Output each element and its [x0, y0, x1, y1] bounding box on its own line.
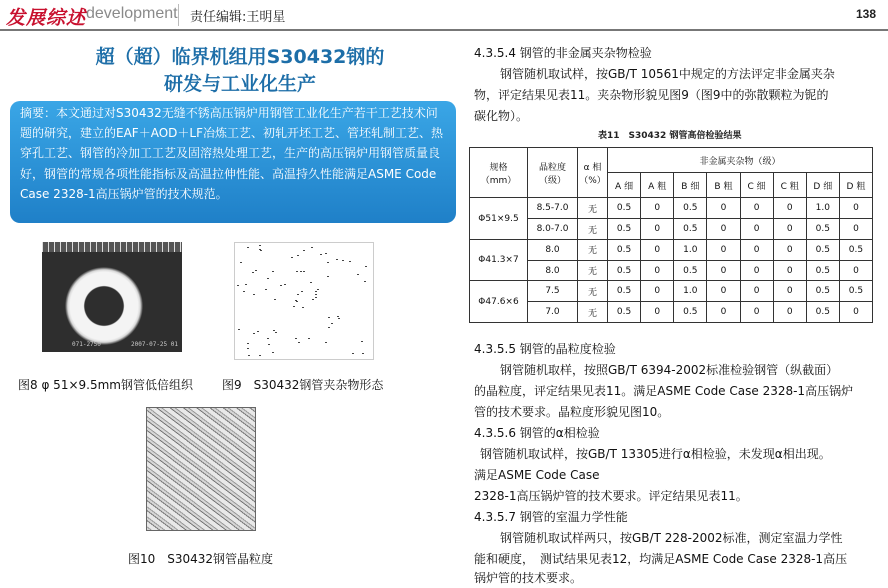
pipe-cross-section: [64, 266, 144, 346]
inclusion-particle: [303, 271, 305, 272]
inclusion-cell: 0.5: [806, 260, 839, 281]
section-4354-line1: 钢管随机取试样，按GB/T 10561中规定的方法评定非金属夹杂: [500, 67, 835, 81]
inclusion-cell: 0.5: [608, 219, 641, 240]
figure-9-caption: 图9 S30432钢管夹杂物形态: [222, 378, 384, 392]
inclusion-particle: [245, 284, 247, 285]
inclusion-particle: [338, 318, 340, 319]
inclusion-particle: [298, 342, 300, 343]
inclusion-particle: [311, 247, 313, 248]
inclusion-cell: 0: [839, 302, 872, 323]
table-row: [470, 281, 873, 302]
inclusion-cell: 0: [641, 239, 674, 260]
inclusion-particle: [253, 333, 255, 334]
inclusion-particle: [315, 294, 317, 295]
header-rule: [0, 29, 888, 31]
section-4357-heading: 4.3.5.7 钢管的室温力学性能: [474, 510, 628, 524]
subheader-cell: C 细: [740, 173, 773, 198]
section-4355-line1: 钢管随机取样，按照GB/T 6394-2002标准检验钢管（纵截面）: [500, 363, 839, 377]
inclusion-particle: [240, 262, 242, 263]
photo-label-left: 071-2750: [72, 341, 101, 348]
inclusion-particle: [325, 342, 327, 343]
section-4354-line2: 物，评定结果见表11。夹杂物形貌见图9（图9中的弥散颗粒为铌的: [474, 88, 829, 102]
header-alpha: α 相 （%）: [578, 148, 608, 198]
inclusion-cell: 0.5: [839, 281, 872, 302]
subheader-cell: D 粗: [839, 173, 872, 198]
inclusion-particle: [328, 327, 330, 328]
inclusion-particle: [357, 274, 359, 275]
inclusion-particle: [259, 245, 261, 246]
subheader-cell: A 细: [608, 173, 641, 198]
figure-8-caption: 图8 φ 51×9.5mm钢管低倍组织: [18, 378, 193, 392]
section-4357-line2: 能和硬度， 测试结果见表12，均满足ASME Code Case 2328-1高压: [474, 552, 848, 566]
section-4356-line3: 2328-1高压锅炉管的技术要求。评定结果见表11。: [474, 489, 748, 503]
inclusion-cell: 0: [641, 198, 674, 219]
abstract-box: 摘要：本文通过对S30432无缝不锈高压锅炉用钢管工业化生产若干工艺技术问题的研究，建立的EAF＋AOD＋LF冶炼工艺、初轧开坯工艺、管坯轧制工艺、热穿孔工艺、钢管的冷加工工艺及固溶热处理工艺，生产的高压锅炉用钢管质量良好，钢管的常规各项性能指标及高温拉伸性能、高温持久性能满足ASME Code Case 2328-1高压锅炉管的技术规范。: [10, 101, 456, 223]
inclusion-particle: [297, 294, 299, 295]
section-4355-line2: 的晶粒度，评定结果见表11。满足ASME Code Case 2328-1高压锅炉: [474, 384, 854, 398]
inclusion-cell: 0.5: [674, 302, 707, 323]
table-row: [470, 260, 873, 281]
header-grain: 晶粒度 （级）: [528, 148, 578, 198]
alpha-cell: 无: [578, 260, 608, 281]
inclusion-particle: [257, 331, 259, 332]
inclusion-particle: [237, 285, 239, 286]
inclusion-particle: [308, 338, 310, 339]
inclusion-cell: 0.5: [839, 239, 872, 260]
inclusion-particle: [247, 343, 249, 344]
title-line-2: 研发与工业化生产: [163, 73, 316, 95]
inclusion-cell: 0: [707, 281, 740, 302]
inclusion-particle: [325, 253, 327, 254]
subheader-cell: C 粗: [773, 173, 806, 198]
table-row: [470, 219, 873, 240]
inclusion-particle: [336, 259, 338, 260]
inclusion-particle: [337, 316, 339, 317]
inclusion-particle: [317, 289, 319, 290]
inclusion-cell: 0: [773, 198, 806, 219]
section-brand: 发展综述: [6, 7, 87, 29]
inclusion-cell: 0: [641, 219, 674, 240]
inclusion-particle: [273, 330, 275, 331]
inclusion-particle: [300, 271, 302, 272]
inclusion-cell: 0.5: [674, 260, 707, 281]
inclusion-particle: [260, 250, 262, 251]
inclusion-cell: 0: [773, 239, 806, 260]
inclusion-cell: 0: [740, 260, 773, 281]
grain-cell: 7.0: [528, 302, 578, 323]
inclusion-particle: [267, 278, 269, 279]
inclusion-particle: [365, 266, 367, 267]
page-number: 138: [855, 7, 876, 21]
alpha-cell: 无: [578, 302, 608, 323]
inclusion-particle: [238, 329, 240, 330]
inclusion-cell: 0: [773, 302, 806, 323]
spec-cell: Φ47.6×6: [470, 281, 528, 323]
spec-cell: Φ41.3×7: [470, 239, 528, 281]
inclusion-particle: [349, 261, 351, 262]
section-4356-heading: 4.3.5.6 钢管的α相检验: [474, 426, 600, 440]
inclusion-cell: 0.5: [806, 281, 839, 302]
figure-9-micrograph: [234, 242, 374, 360]
section-4354-heading: 4.3.5.4 钢管的非金属夹杂物检验: [474, 46, 652, 60]
inclusion-cell: 0: [839, 198, 872, 219]
inclusion-cell: 0: [773, 281, 806, 302]
grain-cell: 8.0: [528, 239, 578, 260]
inclusion-cell: 1.0: [674, 239, 707, 260]
inclusion-cell: 0: [707, 219, 740, 240]
inclusion-cell: 0: [740, 239, 773, 260]
inclusion-cell: 1.0: [674, 281, 707, 302]
inclusion-particle: [272, 271, 274, 272]
inclusion-particle: [315, 291, 317, 292]
inclusion-cell: 0: [707, 302, 740, 323]
inclusion-particle: [252, 272, 254, 273]
inclusion-particle: [280, 285, 282, 286]
inclusion-particle: [247, 247, 249, 248]
inclusion-particle: [320, 254, 322, 255]
grain-cell: 7.5: [528, 281, 578, 302]
section-4355-line3: 管的技术要求。晶粒度形貌见图10。: [474, 405, 670, 419]
inclusion-particle: [327, 262, 329, 263]
inclusion-cell: 0: [707, 239, 740, 260]
inclusion-particle: [291, 257, 293, 258]
title-line-1: 超（超）临界机组用S30432钢的: [95, 46, 385, 68]
inclusion-particle: [352, 353, 354, 354]
inclusion-particle: [361, 341, 363, 342]
inclusion-particle: [272, 352, 274, 353]
inclusion-cell: 0: [641, 281, 674, 302]
inclusion-cell: 1.0: [806, 198, 839, 219]
table-row: [470, 302, 873, 323]
inclusion-particle: [284, 284, 286, 285]
page-header: [0, 0, 888, 30]
section-4357-line3: 锅炉管的技术要求。: [474, 571, 583, 585]
inclusion-particle: [296, 271, 298, 272]
inclusion-cell: 0: [740, 281, 773, 302]
inclusion-cell: 0: [740, 198, 773, 219]
header-divider: [178, 4, 179, 26]
inclusion-particle: [268, 344, 270, 345]
grain-cell: 8.0: [528, 260, 578, 281]
inclusion-particle: [310, 282, 312, 283]
scale-ruler: [42, 242, 182, 252]
inclusion-particle: [312, 299, 314, 300]
inclusion-particle: [274, 299, 276, 300]
grain-cell: 8.5-7.0: [528, 198, 578, 219]
inclusion-particle: [296, 301, 298, 302]
header-inclusion: 非金属夹杂物（级）: [608, 148, 873, 173]
inclusion-cell: 0.5: [806, 239, 839, 260]
header-spec: 规格 （mm）: [470, 148, 528, 198]
inclusion-particle: [362, 353, 364, 354]
inclusion-cell: 0.5: [806, 219, 839, 240]
inclusion-particle: [267, 338, 269, 339]
subheader-cell: D 细: [806, 173, 839, 198]
inclusion-cell: 0: [773, 260, 806, 281]
inclusion-particle: [275, 332, 277, 333]
inclusion-cell: 0.5: [806, 302, 839, 323]
inclusion-cell: 0.5: [674, 198, 707, 219]
inclusion-cell: 0: [641, 260, 674, 281]
inclusion-cell: 0.5: [608, 260, 641, 281]
table-row: [470, 198, 873, 219]
inclusion-cell: 0: [839, 260, 872, 281]
inclusion-particle: [295, 338, 297, 339]
inclusion-particle: [248, 355, 250, 356]
inclusion-particle: [364, 281, 366, 282]
subheader-cell: B 粗: [707, 173, 740, 198]
figure-10-micrograph: [146, 407, 256, 531]
inclusion-cell: 0: [641, 302, 674, 323]
inclusion-particle: [253, 294, 255, 295]
table-11-caption: 表11 S30432 钢管高倍检验结果: [598, 131, 742, 141]
inclusion-particle: [295, 300, 297, 301]
inclusion-particle: [302, 307, 304, 308]
inclusion-particle: [301, 291, 303, 292]
inclusion-particle: [342, 260, 344, 261]
inclusion-particle: [328, 317, 330, 318]
editor-credit: 责任编辑:王明星: [190, 10, 286, 25]
subheader-cell: B 细: [674, 173, 707, 198]
alpha-cell: 无: [578, 239, 608, 260]
inclusion-particle: [293, 306, 295, 307]
subheader-cell: A 粗: [641, 173, 674, 198]
table-row: [470, 239, 873, 260]
inclusion-cell: 0: [839, 219, 872, 240]
inclusion-particle: [243, 291, 245, 292]
section-4355-heading: 4.3.5.5 钢管的晶粒度检验: [474, 342, 616, 356]
inclusion-cell: 0.5: [608, 239, 641, 260]
inclusion-cell: 0.5: [608, 198, 641, 219]
inclusion-particle: [315, 297, 317, 298]
inclusion-cell: 0: [740, 302, 773, 323]
inclusion-cell: 0.5: [674, 219, 707, 240]
inclusion-particle: [297, 255, 299, 256]
inclusion-particle: [259, 355, 261, 356]
section-4354-line3: 碳化物）。: [474, 109, 529, 123]
table-11: [469, 147, 873, 323]
inclusion-cell: 0: [740, 219, 773, 240]
inclusion-particle: [255, 270, 257, 271]
inclusion-particle: [259, 249, 261, 250]
figure-8-photo: [42, 242, 182, 352]
inclusion-cell: 0: [707, 260, 740, 281]
grain-cell: 8.0-7.0: [528, 219, 578, 240]
inclusion-cell: 0.5: [608, 281, 641, 302]
inclusion-particle: [247, 348, 249, 349]
alpha-cell: 无: [578, 198, 608, 219]
inclusion-cell: 0: [773, 219, 806, 240]
inclusion-particle: [327, 276, 329, 277]
inclusion-particle: [303, 250, 305, 251]
inclusion-particle: [331, 323, 333, 324]
section-4356-line1: 钢管随机取试样，按GB/T 13305进行α相检验，未发现α相出现。: [480, 447, 831, 461]
inclusion-cell: 0.5: [608, 302, 641, 323]
figure-10-caption: 图10 S30432钢管晶粒度: [128, 552, 274, 566]
alpha-cell: 无: [578, 281, 608, 302]
alpha-cell: 无: [578, 219, 608, 240]
section-4356-line2: 满足ASME Code Case: [474, 468, 600, 482]
section-brand-sub: development: [86, 5, 178, 22]
article-title: [30, 44, 450, 98]
photo-label-right: 2007-07-25 01: [131, 341, 178, 348]
inclusion-particle: [265, 289, 267, 290]
spec-cell: Φ51×9.5: [470, 198, 528, 240]
section-4357-line1: 钢管随机取试样两只，按GB/T 228-2002标准，测定室温力学性: [500, 531, 843, 545]
inclusion-cell: 0: [707, 198, 740, 219]
